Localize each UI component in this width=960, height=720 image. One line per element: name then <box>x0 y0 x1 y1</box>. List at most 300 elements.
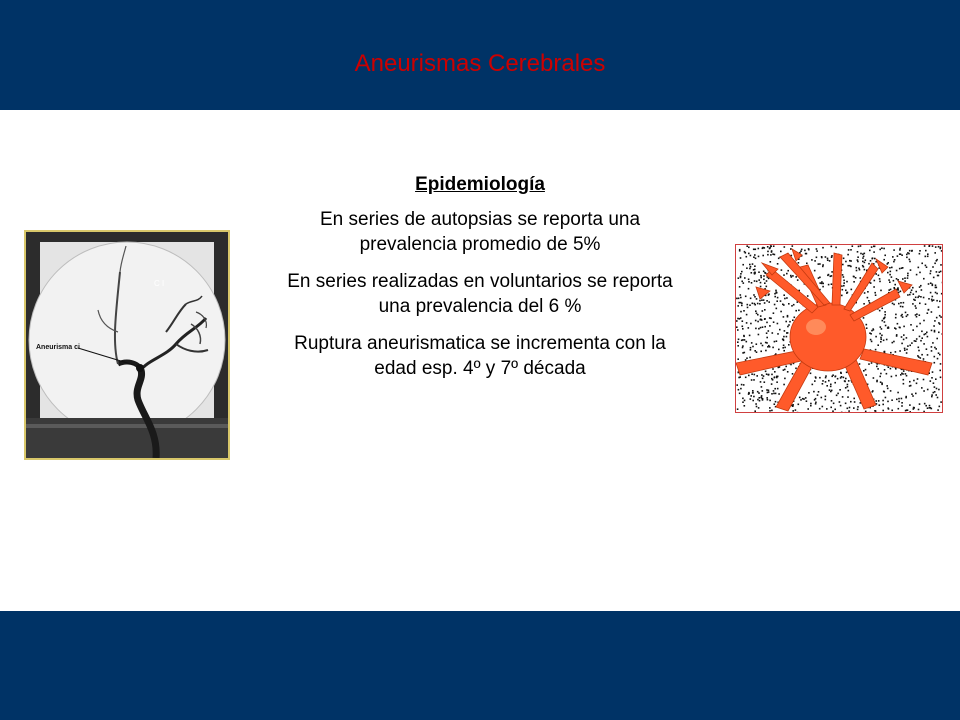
noise-speck <box>746 267 748 269</box>
noise-speck <box>933 299 935 301</box>
noise-speck <box>924 245 926 247</box>
noise-speck <box>798 404 800 406</box>
noise-speck <box>875 349 877 351</box>
noise-speck <box>840 377 842 379</box>
noise-speck <box>783 384 785 386</box>
noise-speck <box>899 327 901 329</box>
noise-speck <box>905 397 907 399</box>
noise-speck <box>807 295 809 297</box>
noise-speck <box>742 347 744 349</box>
noise-speck <box>843 377 845 379</box>
noise-speck <box>769 325 771 327</box>
noise-speck <box>743 336 745 338</box>
noise-speck <box>790 364 792 366</box>
noise-speck <box>756 343 758 345</box>
noise-speck <box>936 317 938 319</box>
noise-speck <box>748 393 750 395</box>
noise-speck <box>927 253 929 255</box>
noise-speck <box>931 408 933 410</box>
noise-speck <box>901 254 903 256</box>
noise-speck <box>767 399 769 401</box>
noise-speck <box>753 249 755 251</box>
noise-speck <box>907 273 909 275</box>
noise-speck <box>914 340 916 342</box>
noise-speck <box>896 399 898 401</box>
noise-speck <box>872 257 874 259</box>
noise-speck <box>853 276 855 278</box>
noise-speck <box>893 249 895 251</box>
noise-speck <box>911 342 913 344</box>
noise-speck <box>928 283 930 285</box>
noise-speck <box>911 250 913 252</box>
noise-speck <box>934 356 936 358</box>
noise-speck <box>936 388 938 390</box>
noise-speck <box>756 298 758 300</box>
noise-speck <box>752 400 754 402</box>
noise-speck <box>754 374 756 376</box>
noise-speck <box>865 411 867 412</box>
noise-speck <box>792 410 794 412</box>
noise-speck <box>903 326 905 328</box>
noise-speck <box>921 263 923 265</box>
noise-speck <box>794 317 796 319</box>
noise-speck <box>768 293 770 295</box>
noise-speck <box>873 246 875 248</box>
noise-speck <box>763 299 765 301</box>
noise-speck <box>857 406 859 408</box>
noise-speck <box>772 347 774 349</box>
noise-speck <box>890 271 892 273</box>
noise-speck <box>903 383 905 385</box>
noise-speck <box>873 286 875 288</box>
noise-speck <box>940 401 942 403</box>
noise-speck <box>879 278 881 280</box>
noise-speck <box>873 251 875 253</box>
noise-speck <box>744 405 746 407</box>
noise-speck <box>758 392 760 394</box>
noise-speck <box>762 326 764 328</box>
noise-speck <box>907 314 909 316</box>
noise-speck <box>856 270 858 272</box>
noise-speck <box>939 354 941 356</box>
noise-speck <box>754 265 756 267</box>
noise-speck <box>917 378 919 380</box>
noise-speck <box>804 250 806 252</box>
noise-speck <box>880 290 882 292</box>
noise-speck <box>754 272 756 274</box>
noise-speck <box>863 303 865 305</box>
noise-speck <box>738 339 740 341</box>
noise-speck <box>750 298 752 300</box>
noise-speck <box>841 295 843 297</box>
noise-speck <box>749 357 751 359</box>
noise-speck <box>787 332 789 334</box>
noise-speck <box>857 251 859 253</box>
noise-speck <box>742 320 744 322</box>
noise-speck <box>766 280 768 282</box>
angiogram-corner-mark: C I <box>154 279 165 288</box>
noise-speck <box>764 282 766 284</box>
noise-speck <box>846 281 848 283</box>
noise-speck <box>783 369 785 371</box>
noise-speck <box>755 310 757 312</box>
noise-speck <box>916 274 918 276</box>
noise-speck <box>765 350 767 352</box>
noise-speck <box>884 311 886 313</box>
noise-speck <box>918 267 920 269</box>
noise-speck <box>853 398 855 400</box>
noise-speck <box>771 383 773 385</box>
noise-speck <box>843 258 845 260</box>
noise-speck <box>745 377 747 379</box>
noise-speck <box>821 281 823 283</box>
noise-speck <box>845 387 847 389</box>
noise-speck <box>771 250 773 252</box>
noise-speck <box>768 391 770 393</box>
noise-speck <box>747 304 749 306</box>
noise-speck <box>770 246 772 248</box>
noise-speck <box>921 337 923 339</box>
noise-speck <box>881 247 883 249</box>
noise-speck <box>902 306 904 308</box>
noise-speck <box>788 324 790 326</box>
noise-speck <box>909 261 911 263</box>
noise-speck <box>743 282 745 284</box>
noise-speck <box>879 333 881 335</box>
noise-speck <box>805 397 807 399</box>
noise-speck <box>867 291 869 293</box>
noise-speck <box>766 332 768 334</box>
noise-speck <box>827 259 829 261</box>
noise-speck <box>783 304 785 306</box>
noise-speck <box>934 263 936 265</box>
noise-speck <box>863 256 865 258</box>
noise-speck <box>876 366 878 368</box>
noise-speck <box>761 374 763 376</box>
noise-speck <box>902 373 904 375</box>
noise-speck <box>934 320 936 322</box>
noise-speck <box>814 380 816 382</box>
noise-speck <box>815 376 817 378</box>
noise-speck <box>918 409 920 411</box>
noise-speck <box>900 374 902 376</box>
noise-speck <box>877 344 879 346</box>
paragraph-rupture: Ruptura aneurismatica se incrementa con la edad esp. 4º y 7º década <box>294 333 666 379</box>
noise-speck <box>875 273 877 275</box>
noise-speck <box>737 318 739 320</box>
noise-speck <box>909 411 911 412</box>
noise-speck <box>937 397 939 399</box>
noise-speck <box>864 253 866 255</box>
noise-speck <box>892 342 894 344</box>
noise-speck <box>739 286 741 288</box>
noise-speck <box>760 319 762 321</box>
noise-speck <box>929 405 931 407</box>
noise-speck <box>766 373 768 375</box>
noise-speck <box>891 276 893 278</box>
noise-speck <box>834 376 836 378</box>
noise-speck <box>935 348 937 350</box>
noise-speck <box>737 345 739 347</box>
noise-speck <box>897 392 899 394</box>
noise-speck <box>890 390 892 392</box>
noise-speck <box>774 304 776 306</box>
noise-speck <box>783 350 785 352</box>
noise-speck <box>755 249 757 251</box>
noise-speck <box>742 326 744 328</box>
noise-speck <box>886 373 888 375</box>
noise-speck <box>768 390 770 392</box>
noise-speck <box>913 408 915 410</box>
noise-speck <box>822 266 824 268</box>
noise-speck <box>822 286 824 288</box>
noise-speck <box>842 274 844 276</box>
noise-speck <box>737 358 739 360</box>
noise-speck <box>916 326 918 328</box>
noise-speck <box>777 388 779 390</box>
noise-speck <box>923 358 925 360</box>
noise-speck <box>831 400 833 402</box>
noise-speck <box>828 284 830 286</box>
noise-speck <box>766 337 768 339</box>
noise-speck <box>773 393 775 395</box>
noise-speck <box>883 340 885 342</box>
noise-speck <box>748 288 750 290</box>
noise-speck <box>930 380 932 382</box>
noise-speck <box>863 317 865 319</box>
noise-speck <box>760 351 762 353</box>
noise-speck <box>857 409 859 411</box>
noise-speck <box>875 410 877 412</box>
noise-speck <box>744 339 746 341</box>
noise-speck <box>740 297 742 299</box>
noise-speck <box>740 257 742 259</box>
noise-speck <box>847 384 849 386</box>
noise-speck <box>774 403 776 405</box>
noise-speck <box>928 309 930 311</box>
noise-speck <box>785 321 787 323</box>
noise-speck <box>882 404 884 406</box>
noise-speck <box>895 328 897 330</box>
noise-speck <box>907 345 909 347</box>
noise-speck <box>931 394 933 396</box>
noise-speck <box>777 333 779 335</box>
noise-speck <box>843 280 845 282</box>
footer-band <box>0 611 960 720</box>
noise-speck <box>940 377 942 379</box>
noise-speck <box>825 256 827 258</box>
noise-speck <box>821 283 823 285</box>
noise-speck <box>753 269 755 271</box>
noise-speck <box>831 271 833 273</box>
noise-speck <box>919 253 921 255</box>
noise-speck <box>826 385 828 387</box>
noise-speck <box>744 400 746 402</box>
noise-speck <box>901 343 903 345</box>
noise-speck <box>852 245 854 247</box>
noise-speck <box>827 275 829 277</box>
noise-speck <box>776 308 778 310</box>
angiogram-graphic <box>26 232 228 458</box>
noise-speck <box>932 296 934 298</box>
noise-speck <box>748 247 750 249</box>
noise-speck <box>758 248 760 250</box>
noise-speck <box>774 296 776 298</box>
noise-speck <box>916 338 918 340</box>
noise-speck <box>770 254 772 256</box>
noise-speck <box>737 329 739 331</box>
noise-speck <box>747 307 749 309</box>
noise-speck <box>913 293 915 295</box>
noise-speck <box>919 314 921 316</box>
noise-speck <box>748 279 750 281</box>
aneurysm-3d-graphic <box>736 245 942 412</box>
noise-speck <box>749 335 751 337</box>
noise-speck <box>845 378 847 380</box>
noise-speck <box>931 330 933 332</box>
noise-speck <box>879 376 881 378</box>
noise-speck <box>939 406 941 408</box>
noise-speck <box>933 382 935 384</box>
noise-speck <box>773 321 775 323</box>
noise-speck <box>925 333 927 335</box>
noise-speck <box>920 285 922 287</box>
noise-speck <box>772 379 774 381</box>
noise-speck <box>903 379 905 381</box>
noise-speck <box>926 266 928 268</box>
noise-speck <box>912 395 914 397</box>
noise-speck <box>884 317 886 319</box>
noise-speck <box>786 297 788 299</box>
noise-speck <box>782 347 784 349</box>
noise-speck <box>777 263 779 265</box>
noise-speck <box>931 377 933 379</box>
noise-speck <box>862 261 864 263</box>
noise-speck <box>880 337 882 339</box>
noise-speck <box>792 373 794 375</box>
noise-speck <box>767 254 769 256</box>
noise-speck <box>890 289 892 291</box>
noise-speck <box>882 320 884 322</box>
noise-speck <box>814 260 816 262</box>
noise-speck <box>930 270 932 272</box>
noise-speck <box>775 393 777 395</box>
noise-speck <box>760 327 762 329</box>
noise-speck <box>746 314 748 316</box>
noise-speck <box>831 255 833 257</box>
noise-speck <box>841 285 843 287</box>
noise-speck <box>884 351 886 353</box>
noise-speck <box>764 318 766 320</box>
noise-speck <box>905 373 907 375</box>
noise-speck <box>927 407 929 409</box>
noise-speck <box>934 330 936 332</box>
noise-speck <box>843 276 845 278</box>
paragraph-volunteers: En series realizadas en voluntarios se reporta una prevalencia del 6 % <box>287 271 673 317</box>
noise-speck <box>816 248 818 250</box>
noise-speck <box>940 316 942 318</box>
noise-speck <box>915 297 917 299</box>
noise-speck <box>808 392 810 394</box>
noise-speck <box>784 378 786 380</box>
noise-speck <box>799 397 801 399</box>
noise-speck <box>746 322 748 324</box>
noise-speck <box>756 351 758 353</box>
noise-speck <box>753 396 755 398</box>
noise-speck <box>927 256 929 258</box>
noise-speck <box>793 304 795 306</box>
noise-speck <box>884 314 886 316</box>
noise-speck <box>762 255 764 257</box>
section-heading: Epidemiología <box>415 174 545 195</box>
noise-speck <box>795 368 797 370</box>
noise-speck <box>780 251 782 253</box>
noise-speck <box>899 350 901 352</box>
noise-speck <box>850 249 852 251</box>
noise-speck <box>931 300 933 302</box>
noise-speck <box>853 281 855 283</box>
noise-speck <box>847 396 849 398</box>
noise-speck <box>908 253 910 255</box>
noise-speck <box>754 254 756 256</box>
noise-speck <box>831 376 833 378</box>
noise-speck <box>871 246 873 248</box>
noise-speck <box>821 256 823 258</box>
noise-speck <box>762 345 764 347</box>
noise-speck <box>763 275 765 277</box>
noise-speck <box>767 346 769 348</box>
noise-speck <box>760 277 762 279</box>
noise-speck <box>867 297 869 299</box>
noise-speck <box>900 253 902 255</box>
noise-speck <box>770 261 772 263</box>
noise-speck <box>875 294 877 296</box>
noise-speck <box>919 323 921 325</box>
noise-speck <box>843 282 845 284</box>
noise-speck <box>874 292 876 294</box>
noise-speck <box>881 328 883 330</box>
noise-speck <box>894 259 896 261</box>
noise-speck <box>766 397 768 399</box>
noise-speck <box>938 275 940 277</box>
noise-speck <box>740 388 742 390</box>
noise-speck <box>871 330 873 332</box>
noise-speck <box>886 385 888 387</box>
noise-speck <box>859 269 861 271</box>
noise-speck <box>845 403 847 405</box>
noise-speck <box>842 264 844 266</box>
noise-speck <box>849 407 851 409</box>
noise-speck <box>776 376 778 378</box>
noise-speck <box>777 323 779 325</box>
noise-speck <box>810 405 812 407</box>
noise-speck <box>822 383 824 385</box>
noise-speck <box>740 273 742 275</box>
noise-speck <box>752 303 754 305</box>
noise-speck <box>769 400 771 402</box>
noise-speck <box>756 406 758 408</box>
noise-speck <box>901 398 903 400</box>
noise-speck <box>880 339 882 341</box>
noise-speck <box>935 285 937 287</box>
noise-speck <box>874 258 876 260</box>
noise-speck <box>929 245 931 247</box>
noise-speck <box>768 301 770 303</box>
noise-speck <box>783 339 785 341</box>
noise-speck <box>883 248 885 250</box>
noise-speck <box>806 263 808 265</box>
content-block <box>276 172 684 393</box>
